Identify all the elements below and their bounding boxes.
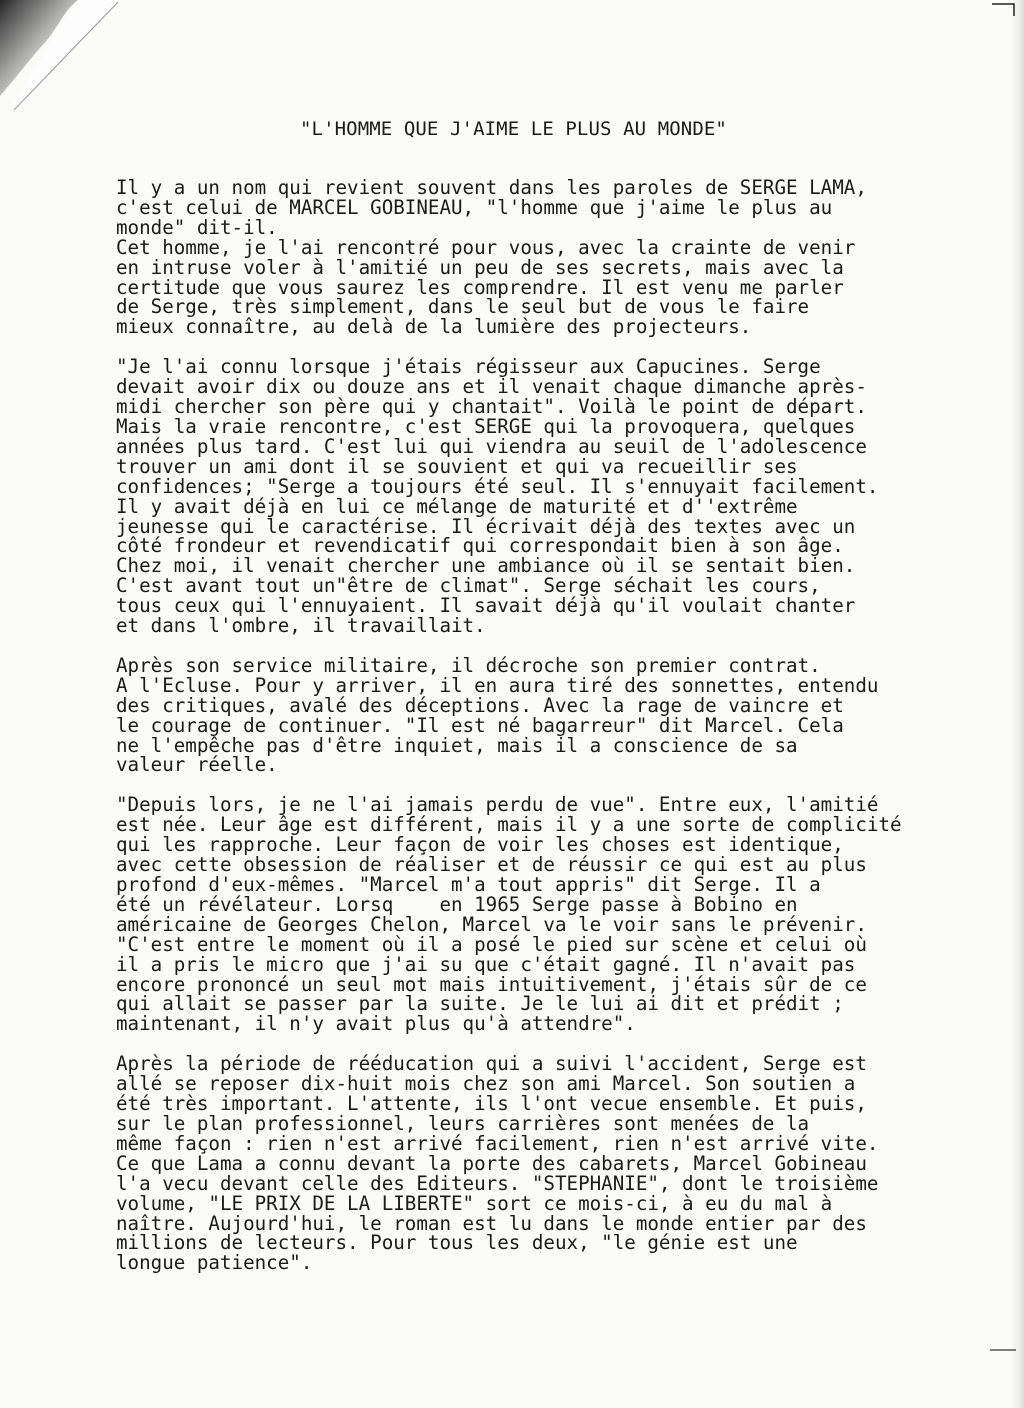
text-line: "Je l'ai connu lorsque j'étais régisseur aux Capucines. Serge bbox=[116, 355, 821, 379]
text-line: midi chercher son père qui y chantait". Voilà le point de départ. bbox=[116, 395, 867, 419]
text-line: monde" dit-il. bbox=[116, 215, 278, 239]
text-line: devait avoir dix ou douze ans et il venait chaque dimanche après- bbox=[116, 375, 867, 399]
text-line: il a pris le micro que j'ai su que c'était gagné. Il n'avait pas bbox=[116, 952, 856, 976]
text-line: profond d'eux-mêmes. "Marcel m'a tout appris" dit Serge. Il a bbox=[116, 873, 821, 896]
text-line: est née. Leur âge est différent, mais il y a une sorte de complicité bbox=[116, 813, 902, 837]
text-line: A l'Ecluse. Pour y arriver, il en aura tiré des sonnettes, entendu bbox=[116, 673, 879, 697]
text-line: confidences; "Serge a toujours été seul. Il s'ennuyait facilement. bbox=[116, 474, 879, 498]
text-line: "Depuis lors, je ne l'ai jamais perdu de vue". Entre eux, l'amitié bbox=[116, 793, 879, 817]
text-line: Il y avait déjà en lui ce mélange de maturité et d''extrême bbox=[116, 494, 798, 518]
text-line: volume, "LE PRIX DE LA LIBERTE" sort ce mois-ci, à eu du mal à bbox=[116, 1191, 833, 1215]
text-line: Il y a un nom qui revient souvent dans les paroles de SERGE LAMA, bbox=[116, 176, 867, 199]
text-line: mieux connaître, au delà de la lumière des projecteurs. bbox=[116, 315, 752, 339]
text-line: des critiques, avalé des déceptions. Avec la rage de vaincre et bbox=[116, 693, 844, 717]
text-line: C'est avant tout un"être de climat". Serge séchait les cours, bbox=[116, 574, 821, 598]
text-line: côté frondeur et revendicatif qui correspondait bien à son âge. bbox=[116, 534, 844, 558]
text-line: millions de lecteurs. Pour tous les deux, "le génie est une bbox=[116, 1231, 798, 1255]
text-line: c'est celui de MARCEL GOBINEAU, "l'homme que j'aime le plus au bbox=[116, 195, 833, 219]
paragraph bbox=[116, 1054, 996, 1273]
paragraph bbox=[116, 653, 996, 777]
paragraph bbox=[116, 178, 996, 337]
folded-corner-shadow bbox=[0, 0, 130, 120]
text-line: en intruse voler à l'amitié un peu de ses secrets, mais avec la bbox=[116, 255, 844, 279]
text-line: maintenant, il n'y avait plus qu'à attendre". bbox=[116, 1012, 636, 1036]
text-line: Après son service militaire, il décroche son premier contrat. bbox=[116, 653, 821, 677]
text-line: naître. Aujourd'hui, le roman est lu dans le monde entier par des bbox=[116, 1211, 867, 1235]
text-line: Ce que Lama a connu devant la porte des cabarets, Marcel Gobineau bbox=[116, 1151, 867, 1175]
text-line: même façon : rien n'est arrivé facilement, rien n'est arrivé vite. bbox=[116, 1131, 879, 1155]
text-line: valeur réelle. bbox=[116, 753, 278, 777]
text-line: américaine de Georges Chelon, Marcel va le voir sans le prévenir. bbox=[116, 912, 867, 936]
document-body bbox=[116, 178, 996, 1293]
text-line: et dans l'ombre, il travaillait. bbox=[116, 614, 486, 638]
text-line: Après la période de rééducation qui a suivi l'accident, Serge est bbox=[116, 1052, 867, 1076]
document-title: "L'HOMME QUE J'AIME LE PLUS AU MONDE" bbox=[300, 118, 727, 140]
text-line: Cet homme, je l'ai rencontré pour vous, avec la crainte de venir bbox=[116, 235, 856, 259]
page-edge-shadow bbox=[1010, 0, 1024, 1408]
text-line: de Serge, très simplement, dans le seul but de vous le faire bbox=[116, 295, 810, 319]
text-line: trouver un ami dont il se souvient et qui va recueillir ses bbox=[116, 454, 798, 478]
text-line: été très important. L'attente, ils l'ont vecue ensemble. Et puis, bbox=[116, 1092, 867, 1116]
text-line: "C'est entre le moment où il a posé le pied sur scène et celui où bbox=[116, 932, 867, 956]
paragraph bbox=[116, 357, 996, 636]
text-line: l'a vecu devant celle des Editeurs. "STEPHANIE", dont le troisième bbox=[116, 1171, 879, 1195]
text-line: tous ceux qui l'ennuyaient. Il savait déjà qu'il voulait chanter bbox=[116, 594, 856, 618]
text-line: avec cette obsession de réaliser et de réussir ce qui est au plus bbox=[116, 853, 867, 877]
text-line: Mais la vraie rencontre, c'est SERGE qui la provoquera, quelques bbox=[116, 414, 856, 438]
text-line: années plus tard. C'est lui qui viendra au seuil de l'adolescence bbox=[116, 434, 867, 458]
paragraph bbox=[116, 795, 996, 1034]
text-line: Chez moi, il venait chercher une ambiance où il se sentait bien. bbox=[116, 554, 856, 578]
text-line: ne l'empêche pas d'être inquiet, mais il a conscience de sa bbox=[116, 733, 798, 757]
text-line: qui les rapproche. Leur façon de voir les choses est identique, bbox=[116, 833, 844, 857]
text-line: longue patience". bbox=[116, 1251, 313, 1275]
text-line: été un révélateur. Lorsq en 1965 Serge passe à Bobino en bbox=[116, 892, 798, 916]
text-line: sur le plan professionnel, leurs carrières sont menées de la bbox=[116, 1111, 810, 1135]
scan-mark-icon bbox=[988, 1344, 1018, 1356]
text-line: qui allait se passer par la suite. Je le lui ai dit et prédit ; bbox=[116, 992, 844, 1016]
text-line: jeunesse qui le caractérise. Il écrivait déjà des textes avec un bbox=[116, 514, 856, 538]
text-line: allé se reposer dix-huit mois chez son ami Marcel. Son soutien a bbox=[116, 1072, 856, 1096]
text-line: certitude que vous saurez les comprendre. Il est venu me parler bbox=[116, 275, 844, 299]
text-line: le courage de continuer. "Il est né bagarreur" dit Marcel. Cela bbox=[116, 713, 844, 737]
text-line: encore prononcé un seul mot mais intuitivement, j'étais sûr de ce bbox=[116, 972, 867, 996]
